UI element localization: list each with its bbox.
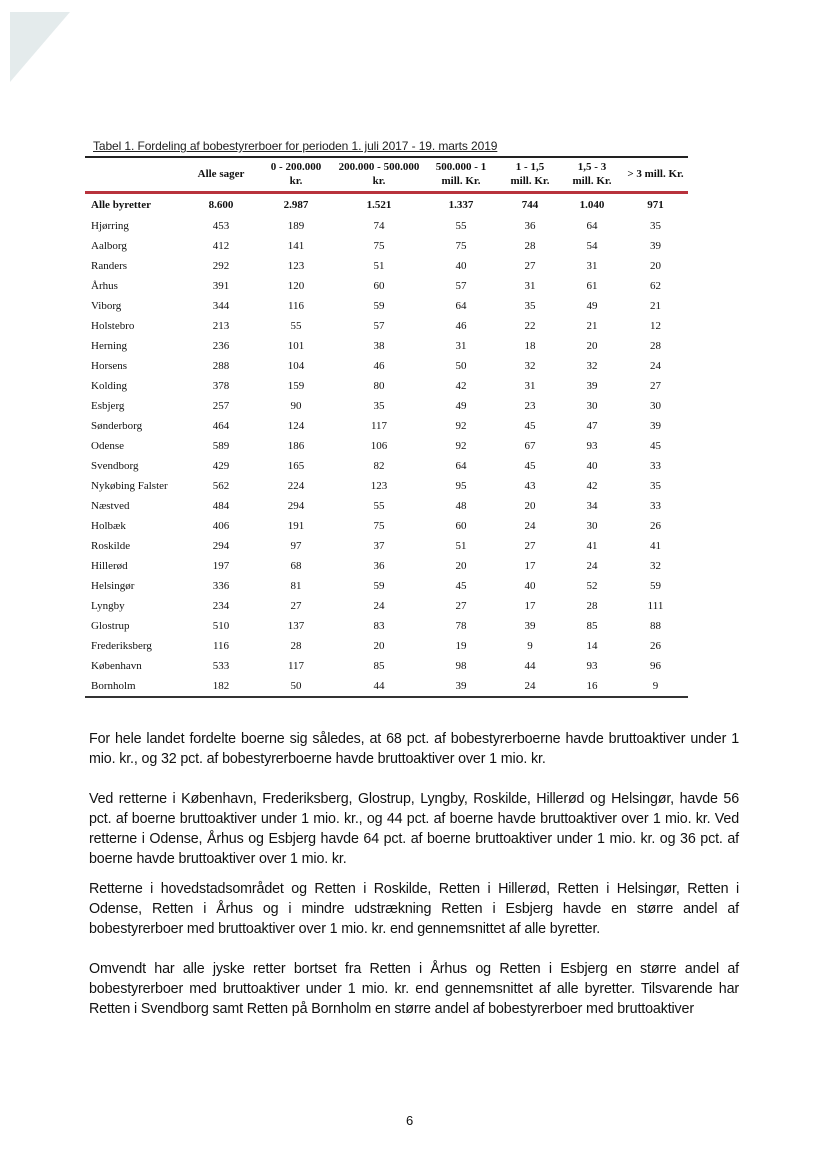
cell-value: 22	[524, 320, 536, 332]
table-row	[85, 476, 688, 496]
cell-value: 59	[650, 580, 661, 592]
court-name: Holstebro	[91, 320, 135, 332]
cell-value: 14	[586, 640, 598, 652]
cell-value: 75	[373, 240, 385, 252]
cell-value: 32	[650, 560, 661, 572]
cell-value: 31	[455, 340, 467, 352]
cell-value: 39	[650, 420, 661, 432]
cell-value: 35	[650, 220, 661, 232]
court-name: Hillerød	[91, 560, 128, 572]
cell-value: 45	[650, 440, 661, 452]
cell-value: 36	[524, 220, 536, 232]
cell-value: 159	[287, 380, 305, 392]
cell-value: 97	[290, 540, 302, 552]
court-name: København	[91, 660, 142, 672]
table-row	[85, 356, 688, 376]
cell-value: 54	[586, 240, 598, 252]
cell-value: 39	[524, 620, 536, 632]
cell-value: 26	[650, 640, 661, 652]
cell-value: 59	[373, 300, 385, 312]
cell-value: 55	[455, 220, 467, 232]
cell-value: 40	[586, 460, 598, 472]
cell-value: 116	[287, 300, 305, 312]
cell-value: 95	[455, 480, 467, 492]
cell-value: 1.337	[448, 199, 474, 211]
cell-value: 117	[370, 420, 388, 432]
table-row	[85, 416, 688, 436]
table-row	[85, 336, 688, 356]
cell-value: 116	[212, 640, 230, 652]
cell-value: 39	[650, 240, 661, 252]
cell-value: 45	[455, 580, 467, 592]
cell-value: 31	[524, 280, 536, 292]
cell-value: 20	[455, 560, 467, 572]
cell-value: 744	[521, 199, 539, 211]
cell-value: 64	[455, 300, 467, 312]
cell-value: 17	[524, 600, 536, 612]
paragraph-3: Retterne i hovedstadsområdet og Retten i Roskilde, Retten i Hillerød, Retten i Helsingør, Retten i Odense, Retten i Århus og i mindre udstrækning Retten i Esbjerg havde en større andel af bobestyrerboer med bruttoaktiver over 1 mio. kr. end gennemsnittet af alle byretter.	[89, 881, 739, 937]
court-name: Kolding	[91, 380, 128, 392]
table-row	[85, 296, 688, 316]
cell-value: 484	[212, 500, 230, 512]
cell-value: 9	[527, 640, 533, 652]
cell-value: 294	[287, 500, 305, 512]
table-header-row	[85, 158, 688, 193]
cell-value: 35	[650, 480, 661, 492]
court-name: Hjørring	[91, 220, 129, 232]
cell-value: 41	[586, 540, 598, 552]
cell-value: 106	[370, 440, 388, 452]
cell-value: 236	[212, 340, 230, 352]
cell-value: 39	[586, 380, 598, 392]
cell-value: 234	[212, 600, 230, 612]
cell-value: 46	[455, 320, 467, 332]
cell-value: 50	[290, 680, 302, 692]
cell-value: 40	[455, 260, 467, 272]
cell-value: 27	[524, 540, 536, 552]
cell-value: 92	[455, 440, 467, 452]
cell-value: 24	[586, 560, 598, 572]
cell-value: 96	[650, 660, 661, 672]
court-name: Horsens	[91, 360, 128, 372]
table-row	[85, 236, 688, 256]
table-row	[85, 536, 688, 556]
cell-value: 64	[586, 220, 598, 232]
paragraph-4: Omvendt har alle jyske retter bortset fra Retten i Århus og Retten i Esbjerg en større andel af bobestyrerboer med bruttoaktiver under 1 mio. kr. end gennemsnittet af alle byretter. Tilsvarende har Retten i Svendborg samt Retten på Bornholm en større andel af bobestyrerboer med bruttoaktiver	[89, 961, 739, 1017]
cell-value: 27	[650, 380, 661, 392]
cell-value: 51	[455, 540, 467, 552]
cell-value: 971	[647, 199, 664, 211]
table-caption: Tabel 1. Fordeling af bobestyrerboer for perioden 1. juli 2017 - 19. marts 2019	[93, 139, 498, 153]
cell-value: 60	[373, 280, 385, 292]
court-name: Nykøbing Falster	[91, 480, 168, 492]
table-row	[85, 396, 688, 416]
court-name: Roskilde	[91, 540, 131, 552]
cell-value: 17	[524, 560, 536, 572]
cell-value: 117	[287, 660, 305, 672]
cell-value: 344	[212, 300, 230, 312]
table-row	[85, 436, 688, 456]
cell-value: 75	[455, 240, 467, 252]
cell-value: 68	[290, 560, 302, 572]
cell-value: 562	[212, 480, 230, 492]
table-row	[85, 516, 688, 536]
cell-value: 406	[212, 520, 230, 532]
cell-value: 64	[455, 460, 467, 472]
cell-value: 78	[455, 620, 467, 632]
cell-value: 24	[373, 600, 385, 612]
court-name: Lyngby	[91, 600, 125, 612]
table-row	[85, 316, 688, 336]
cell-value: 93	[586, 660, 598, 672]
cell-value: 32	[524, 360, 536, 372]
cell-value: 18	[524, 340, 536, 352]
column-header: 200.000 - 500.000 kr.	[338, 161, 420, 187]
table-row	[85, 276, 688, 296]
cell-value: 39	[455, 680, 467, 692]
cell-value: 41	[650, 540, 661, 552]
cell-value: 47	[586, 420, 598, 432]
cell-value: 20	[650, 260, 661, 272]
cell-value: 24	[524, 680, 536, 692]
cell-value: 55	[290, 320, 302, 332]
court-name: Holbæk	[91, 520, 126, 532]
cell-value: 12	[650, 320, 661, 332]
table-row	[85, 216, 688, 236]
cell-value: 124	[287, 420, 305, 432]
cell-value: 257	[212, 400, 230, 412]
cell-value: 189	[287, 220, 305, 232]
column-header: 0 - 200.000 kr.	[270, 161, 322, 187]
court-name: Århus	[91, 280, 118, 292]
paragraph-1: For hele landet fordelte boerne sig således, at 68 pct. af bobestyrerboerne havde bruttoaktiver under 1 mio. kr., og 32 pct. af bobestyrerboerne havde bruttoaktiver over 1 mio. kr.	[89, 731, 739, 767]
cell-value: 88	[650, 620, 661, 632]
court-name: Viborg	[91, 300, 122, 312]
cell-value: 44	[524, 660, 536, 672]
cell-value: 85	[586, 620, 598, 632]
cell-value: 92	[455, 420, 467, 432]
column-header: Alle sager	[197, 168, 245, 180]
table-row	[85, 636, 688, 656]
cell-value: 30	[586, 520, 598, 532]
cell-value: 75	[373, 520, 385, 532]
table-body	[85, 193, 688, 698]
page-corner-fold	[10, 12, 70, 82]
cell-value: 27	[524, 260, 536, 272]
cell-value: 48	[455, 500, 467, 512]
cell-value: 98	[455, 660, 467, 672]
cell-value: 49	[455, 400, 467, 412]
cell-value: 31	[524, 380, 536, 392]
cell-value: 43	[524, 480, 536, 492]
cell-value: 2.987	[283, 199, 309, 211]
cell-value: 52	[586, 580, 598, 592]
cell-value: 62	[650, 280, 661, 292]
paragraph-2: Ved retterne i København, Frederiksberg, Glostrup, Lyngby, Roskilde, Hillerød og Helsingør, havde 56 pct. af boerne bruttoaktiver under 1 mio. kr., og 44 pct. af boerne havde bruttoaktiver over 1 mio. kr. Ved retterne i Odense, Århus og Esbjerg havde 64 pct. af boerne bruttoaktiver under 1 mio. kr. og 36 pct. af boerne havde bruttoaktiver over 1 mio. kr.	[89, 791, 739, 867]
cell-value: 24	[650, 360, 661, 372]
cell-value: 137	[287, 620, 305, 632]
cell-value: 90	[290, 400, 302, 412]
court-name: Næstved	[91, 500, 130, 512]
table-row	[85, 456, 688, 476]
cell-value: 45	[524, 420, 536, 432]
cell-value: 49	[586, 300, 598, 312]
cell-value: 44	[373, 680, 385, 692]
cell-value: 93	[586, 440, 598, 452]
cell-value: 30	[586, 400, 598, 412]
total-row	[85, 193, 688, 217]
cell-value: 19	[455, 640, 467, 652]
cell-value: 21	[586, 320, 598, 332]
cell-value: 197	[212, 560, 230, 572]
column-header: > 3 mill. Kr.	[627, 168, 684, 180]
cell-value: 28	[586, 600, 598, 612]
cell-value: 38	[373, 340, 385, 352]
cell-value: 28	[524, 240, 536, 252]
cell-value: 111	[647, 600, 664, 612]
cell-value: 67	[524, 440, 536, 452]
cell-value: 23	[524, 400, 536, 412]
court-name: Odense	[91, 440, 124, 452]
cell-value: 21	[650, 300, 661, 312]
cell-value: 391	[212, 280, 230, 292]
table-row	[85, 616, 688, 636]
cell-value: 101	[287, 340, 305, 352]
cell-value: 55	[373, 500, 385, 512]
cell-value: 45	[524, 460, 536, 472]
cell-value: 61	[586, 280, 598, 292]
cell-value: 33	[650, 460, 661, 472]
cell-value: 8.600	[208, 199, 234, 211]
cell-value: 42	[455, 380, 467, 392]
cell-value: 20	[586, 340, 598, 352]
cell-value: 83	[373, 620, 385, 632]
table-row	[85, 596, 688, 616]
cell-value: 46	[373, 360, 385, 372]
cell-value: 141	[287, 240, 305, 252]
cell-value: 123	[370, 480, 388, 492]
column-header: 1 - 1,5 mill. Kr.	[510, 161, 550, 187]
cell-value: 104	[287, 360, 305, 372]
cell-value: 453	[212, 220, 230, 232]
cell-value: 16	[586, 680, 598, 692]
cell-value: 191	[287, 520, 305, 532]
cell-value: 59	[373, 580, 385, 592]
cell-value: 336	[212, 580, 230, 592]
court-name: Aalborg	[91, 240, 127, 252]
cell-value: 120	[287, 280, 305, 292]
cell-value: 213	[212, 320, 230, 332]
cell-value: 31	[586, 260, 598, 272]
court-name: Glostrup	[91, 620, 130, 632]
cell-value: 82	[373, 460, 385, 472]
cell-value: 30	[650, 400, 661, 412]
cell-value: 27	[455, 600, 467, 612]
court-name: Svendborg	[91, 460, 139, 472]
data-table-wrapper	[85, 156, 688, 698]
table-row	[85, 376, 688, 396]
cell-value: 27	[290, 600, 302, 612]
cell-value: 589	[212, 440, 230, 452]
cell-value: 9	[652, 680, 659, 692]
cell-value: 533	[212, 660, 230, 672]
cell-value: 165	[287, 460, 305, 472]
table-row	[85, 676, 688, 697]
cell-value: 412	[212, 240, 230, 252]
cell-value: 51	[373, 260, 385, 272]
cell-value: 224	[287, 480, 305, 492]
cell-value: 294	[212, 540, 230, 552]
court-name: Herning	[91, 340, 128, 352]
cell-value: 123	[287, 260, 305, 272]
cell-value: 20	[373, 640, 385, 652]
court-name: Randers	[91, 260, 128, 272]
cell-value: 37	[373, 540, 385, 552]
cell-value: 429	[212, 460, 230, 472]
cell-value: 81	[290, 580, 302, 592]
cell-value: 50	[455, 360, 467, 372]
cell-value: 35	[524, 300, 536, 312]
cell-value: 36	[373, 560, 385, 572]
cell-value: 464	[212, 420, 230, 432]
cell-value: 26	[650, 520, 661, 532]
cell-value: 34	[586, 500, 598, 512]
cell-value: 57	[455, 280, 467, 292]
column-header: 500.000 - 1 mill. Kr.	[435, 161, 487, 187]
court-name: Frederiksberg	[91, 640, 152, 652]
cell-value: 57	[373, 320, 385, 332]
cell-value: 35	[373, 400, 385, 412]
cell-value: 510	[212, 620, 230, 632]
cell-value: 60	[455, 520, 467, 532]
cell-value: 85	[373, 660, 385, 672]
court-name: Bornholm	[91, 680, 136, 692]
cell-value: 20	[524, 500, 536, 512]
page-number: 6	[406, 1113, 414, 1128]
court-name: Sønderborg	[91, 420, 143, 432]
cell-value: 28	[290, 640, 302, 652]
table-row	[85, 556, 688, 576]
data-table	[85, 158, 688, 698]
cell-value: 378	[212, 380, 230, 392]
cell-value: 42	[586, 480, 598, 492]
cell-value: 40	[524, 580, 536, 592]
cell-value: 80	[373, 380, 385, 392]
cell-value: 32	[586, 360, 598, 372]
table-row	[85, 256, 688, 276]
table-row	[85, 656, 688, 676]
cell-value: 288	[212, 360, 230, 372]
table-row	[85, 496, 688, 516]
cell-value: 33	[650, 500, 661, 512]
cell-value: 74	[373, 220, 385, 232]
court-name: Helsingør	[91, 580, 135, 592]
court-name: Alle byretter	[91, 199, 151, 211]
cell-value: 1.521	[366, 199, 392, 211]
table-row	[85, 576, 688, 596]
cell-value: 182	[212, 680, 230, 692]
cell-value: 28	[650, 340, 661, 352]
column-header	[85, 158, 185, 193]
cell-value: 1.040	[579, 199, 605, 211]
column-header: 1,5 - 3 mill. Kr.	[572, 161, 612, 187]
cell-value: 186	[287, 440, 305, 452]
cell-value: 24	[524, 520, 536, 532]
court-name: Esbjerg	[91, 400, 125, 412]
cell-value: 292	[212, 260, 230, 272]
